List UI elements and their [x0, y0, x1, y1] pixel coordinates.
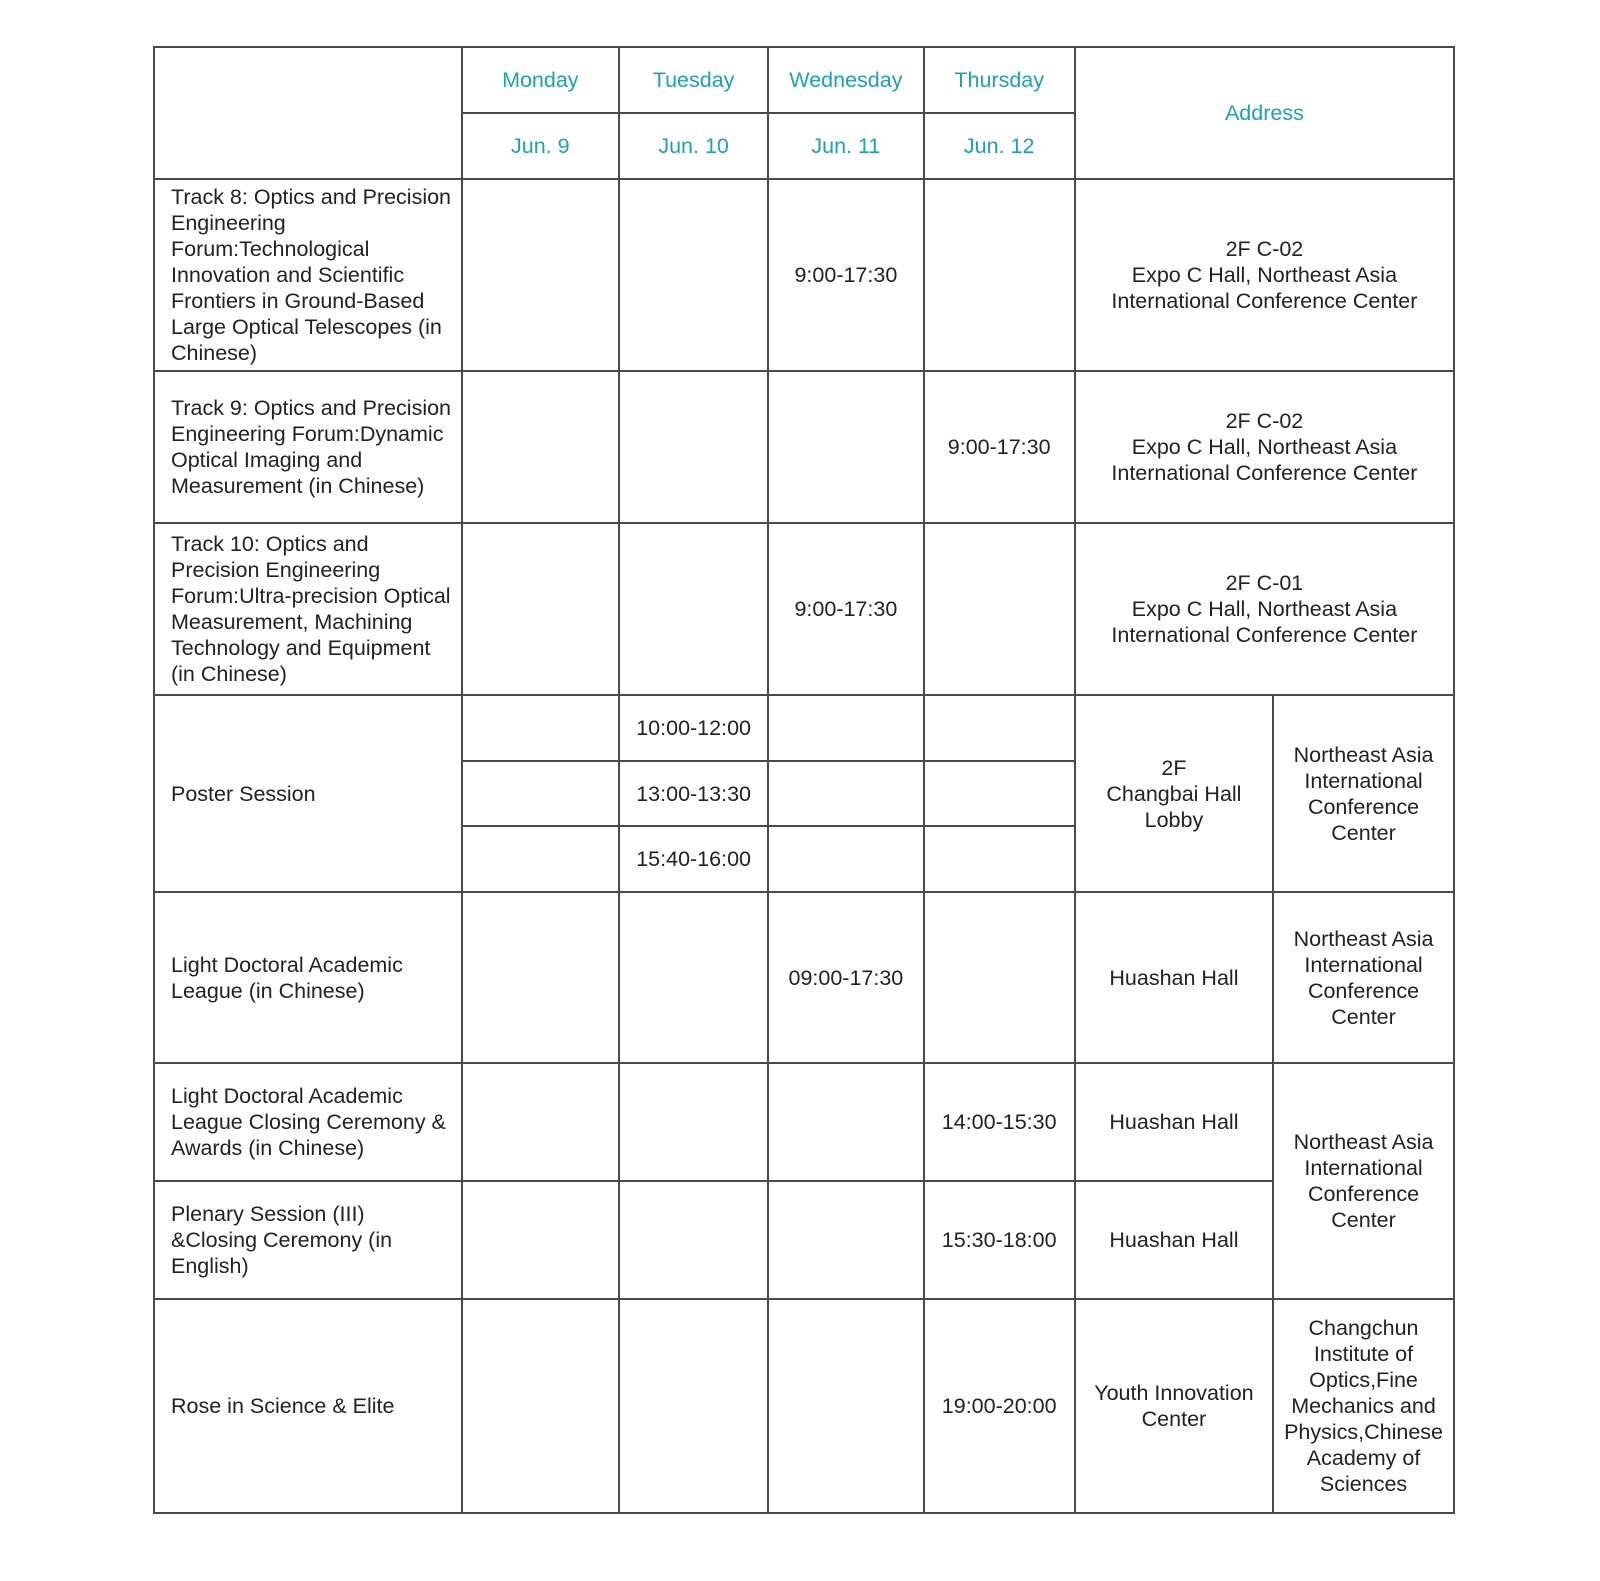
date-header-monday: Jun. 9 [462, 113, 619, 179]
address-line: International Conference Center [1111, 289, 1418, 313]
day-header-wednesday: Wednesday [768, 47, 923, 113]
date-header-tuesday: Jun. 10 [619, 113, 768, 179]
session-name: Track 10: Optics and Precision Engineering Forum:Ultra-precision Optical Measurement, Machining Technology and Equipment (in Chinese) [154, 523, 462, 695]
empty-cell [924, 523, 1075, 695]
empty-cell [619, 371, 768, 523]
address-line: International Conference Center [1111, 623, 1418, 647]
empty-cell [768, 761, 923, 826]
time-cell-wednesday: 9:00-17:30 [768, 523, 923, 695]
empty-cell [462, 523, 619, 695]
table-row-league-closing [154, 1063, 1454, 1181]
venue-line: International [1304, 768, 1423, 793]
address-line: 2F C-01 [1225, 571, 1304, 595]
venue-cell [1273, 1063, 1454, 1299]
table-row-rose [154, 1299, 1454, 1513]
session-name: Rose in Science & Elite [154, 1299, 462, 1513]
hall-cell: Huashan Hall [1075, 1063, 1273, 1181]
empty-cell [619, 1181, 768, 1299]
empty-cell [768, 695, 923, 761]
hall-cell: Huashan Hall [1075, 892, 1273, 1063]
time-cell-wednesday: 9:00-17:30 [768, 179, 923, 371]
empty-cell [768, 371, 923, 523]
venue-line: Conference [1307, 794, 1420, 819]
empty-cell [462, 1063, 619, 1181]
date-header-wednesday: Jun. 11 [768, 113, 923, 179]
time-cell-tuesday: 13:00-13:30 [619, 761, 768, 826]
empty-cell [619, 523, 768, 695]
venue-line: Sciences [1319, 1472, 1408, 1496]
session-name: Light Doctoral Academic League (in Chinese) [154, 892, 462, 1063]
empty-cell [924, 179, 1075, 371]
address-line: 2F C-02 [1225, 409, 1304, 433]
hall-line: Changbai Hall [1106, 781, 1242, 806]
day-header-monday: Monday [462, 47, 619, 113]
address-header: Address [1075, 47, 1454, 179]
time-cell-thursday: 14:00-15:30 [924, 1063, 1075, 1181]
table-row-track8 [154, 179, 1454, 371]
time-cell-wednesday: 09:00-17:30 [768, 892, 923, 1063]
empty-cell [462, 761, 619, 826]
schedule-table [153, 46, 1455, 1514]
table-row-track9 [154, 371, 1454, 523]
venue-line: Northeast Asia [1293, 1130, 1434, 1154]
address-cell [1075, 371, 1454, 523]
venue-line: Optics,Fine [1309, 1368, 1418, 1392]
empty-cell [768, 1181, 923, 1299]
empty-cell [462, 1299, 619, 1513]
empty-cell [619, 179, 768, 371]
session-name: Light Doctoral Academic League Closing Ceremony & Awards (in Chinese) [154, 1063, 462, 1181]
header-row-days [154, 47, 1454, 113]
day-header-thursday: Thursday [924, 47, 1075, 113]
date-header-thursday: Jun. 12 [924, 113, 1075, 179]
time-cell-thursday: 9:00-17:30 [924, 371, 1075, 523]
venue-line: Institute of [1313, 1342, 1414, 1366]
venue-cell [1273, 892, 1454, 1063]
table-row-league [154, 892, 1454, 1063]
table-row-poster-1 [154, 695, 1454, 761]
empty-cell [462, 892, 619, 1063]
hall-cell [1075, 1299, 1273, 1513]
venue-line: Physics,Chinese [1284, 1420, 1443, 1444]
header-empty-cell [154, 47, 462, 179]
session-name: Plenary Session (III) &Closing Ceremony (in English) [154, 1181, 462, 1299]
venue-line: International [1304, 952, 1423, 977]
empty-cell [619, 1299, 768, 1513]
address-cell [1075, 179, 1454, 371]
empty-cell [462, 826, 619, 892]
day-header-tuesday: Tuesday [619, 47, 768, 113]
address-line: Expo C Hall, Northeast Asia [1131, 263, 1398, 287]
hall-line: 2F [1161, 755, 1187, 780]
venue-cell [1273, 1299, 1454, 1513]
hall-cell: Huashan Hall [1075, 1181, 1273, 1299]
venue-line: Conference [1307, 1182, 1420, 1206]
empty-cell [768, 1063, 923, 1181]
empty-cell [768, 826, 923, 892]
time-cell-thursday: 19:00-20:00 [924, 1299, 1075, 1513]
venue-line: Northeast Asia [1293, 926, 1434, 951]
hall-cell [1075, 695, 1273, 892]
session-name: Track 9: Optics and Precision Engineering Forum:Dynamic Optical Imaging and Measurement (in Chinese) [154, 371, 462, 523]
venue-line: Academy of [1306, 1446, 1421, 1470]
address-line: Expo C Hall, Northeast Asia [1131, 597, 1398, 621]
venue-line: Center [1331, 820, 1396, 845]
address-cell [1075, 523, 1454, 695]
empty-cell [462, 371, 619, 523]
venue-line: Center [1331, 1004, 1396, 1029]
time-cell-thursday: 15:30-18:00 [924, 1181, 1075, 1299]
empty-cell [462, 695, 619, 761]
table-row-track10 [154, 523, 1454, 695]
session-name: Poster Session [154, 695, 462, 892]
venue-line: Center [1331, 1208, 1396, 1232]
empty-cell [462, 1181, 619, 1299]
empty-cell [768, 1299, 923, 1513]
hall-line: Youth Innovation [1094, 1381, 1254, 1405]
empty-cell [924, 695, 1075, 761]
hall-line: Center [1141, 1407, 1207, 1431]
venue-line: Conference [1307, 978, 1420, 1003]
empty-cell [924, 892, 1075, 1063]
venue-cell [1273, 695, 1454, 892]
address-line: Expo C Hall, Northeast Asia [1131, 435, 1398, 459]
empty-cell [619, 892, 768, 1063]
session-name: Track 8: Optics and Precision Engineering Forum:Technological Innovation and Scientific Frontiers in Ground-Based Large Optical Telescopes (in Chinese) [154, 179, 462, 371]
hall-line: Lobby [1144, 807, 1204, 832]
venue-line: Changchun [1308, 1316, 1419, 1340]
empty-cell [924, 826, 1075, 892]
empty-cell [619, 1063, 768, 1181]
venue-line: International [1304, 1156, 1423, 1180]
time-cell-tuesday: 15:40-16:00 [619, 826, 768, 892]
table-row-plenary [154, 1181, 1454, 1299]
venue-line: Mechanics and [1291, 1394, 1436, 1418]
empty-cell [462, 179, 619, 371]
empty-cell [924, 761, 1075, 826]
time-cell-tuesday: 10:00-12:00 [619, 695, 768, 761]
address-line: 2F C-02 [1225, 237, 1304, 261]
address-line: International Conference Center [1111, 461, 1418, 485]
venue-line: Northeast Asia [1293, 742, 1434, 767]
